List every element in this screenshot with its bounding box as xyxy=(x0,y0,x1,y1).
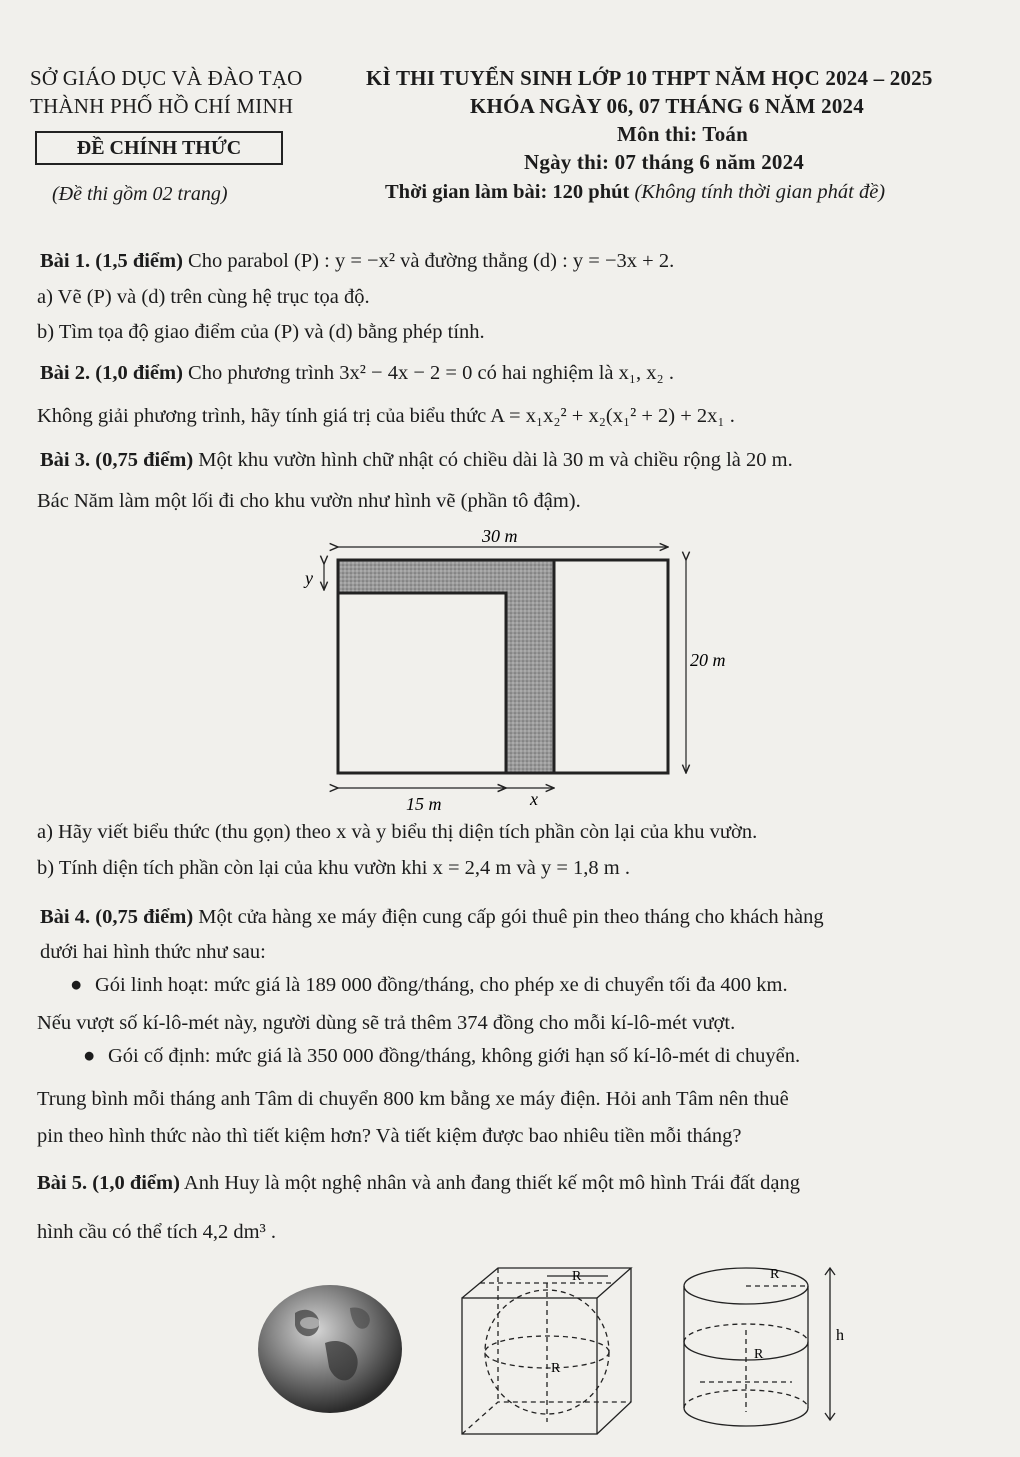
cylinder-height-label: h xyxy=(836,1327,844,1344)
x-label: x xyxy=(530,789,538,809)
official-exam-label: ĐỀ CHÍNH THỨC xyxy=(76,136,242,159)
exam-date-line: Ngày thi: 07 tháng 6 năm 2024 xyxy=(524,150,804,174)
inner-border-left xyxy=(338,593,506,773)
bai1-line xyxy=(40,250,674,273)
exam-title-2: KHÓA NGÀY 06, 07 THÁNG 6 NĂM 2024 xyxy=(470,94,864,118)
bai4-line xyxy=(40,906,824,929)
department-line-1: SỞ GIÁO DỤC VÀ ĐÀO TẠO xyxy=(30,66,303,90)
bai4-intro: Một cửa hàng xe máy điện cung cấp gói thuê pin theo tháng cho khách hàng xyxy=(198,906,824,928)
bai2-line-2: Không giải phương trình, hãy tính giá trị của biểu thức A = x₁x₂² + x₂(x₁² + 2) + 2x₁ . xyxy=(37,405,735,427)
top-length-label: 30 m xyxy=(482,526,518,546)
bai4-intro-2: dưới hai hình thức như sau: xyxy=(40,941,266,963)
time-bold: Thời gian làm bài: 120 phút xyxy=(385,181,630,203)
cylinder-radius-label-top: R xyxy=(770,1267,780,1282)
bai4-bullet-2-text: Gói cố định: mức giá là 350 000 đồng/tháng, không giới hạn số kí-lô-mét di chuyển. xyxy=(108,1045,801,1067)
bai4-line-3: Trung bình mỗi tháng anh Tâm di chuyển 800 km bằng xe máy điện. Hỏi anh Tâm nên thuê xyxy=(37,1088,789,1110)
bai1-part-a: a) Vẽ (P) và (d) trên cùng hệ trục tọa độ. xyxy=(37,286,370,308)
official-exam-box xyxy=(35,131,283,165)
bai4-bullet-1 xyxy=(70,974,788,997)
department-line-2: THÀNH PHỐ HỒ CHÍ MINH xyxy=(30,94,294,118)
cube-sphere-figure xyxy=(458,1262,638,1442)
cube-radius-label-mid: R xyxy=(551,1361,561,1376)
subject-line: Môn thi: Toán xyxy=(617,122,748,146)
right-width-label: 20 m xyxy=(690,650,726,670)
bai5-intro: Anh Huy là một nghệ nhân và anh đang thiết kế một mô hình Trái đất dạng xyxy=(183,1172,800,1194)
cylinder-sphere-figure xyxy=(680,1262,855,1442)
bottom-left-label: 15 m xyxy=(406,794,442,814)
bai2-intro: Cho phương trình 3x² − 4x − 2 = 0 có hai nghiệm là x₁, x₂ . xyxy=(188,362,674,384)
earth-model-image xyxy=(255,1283,405,1418)
bai3-part-a: a) Hãy viết biểu thức (thu gọn) theo x và y biểu thị diện tích phần còn lại của khu vườn. xyxy=(37,821,758,843)
bai4-title: Bài 4. (0,75 điểm) xyxy=(40,906,194,928)
bullet-dot-icon: ● xyxy=(70,974,83,996)
time-line xyxy=(385,181,885,204)
bai5-line xyxy=(37,1172,800,1195)
cylinder-radius-label-mid: R xyxy=(754,1347,764,1362)
bai4-bullet-1-text: Gói linh hoạt: mức giá là 189 000 đồng/tháng, cho phép xe di chuyển tối đa 400 km. xyxy=(95,974,788,996)
cylinder-bottom-front xyxy=(684,1408,808,1426)
exam-title-1: KÌ THI TUYỂN SINH LỚP 10 THPT NĂM HỌC 2024 – 2025 xyxy=(366,66,933,90)
bai3-title: Bài 3. (0,75 điểm) xyxy=(40,449,194,471)
bai1-part-b: b) Tìm tọa độ giao điểm của (P) và (d) bằng phép tính. xyxy=(37,321,485,343)
bai3-line-2: Bác Năm làm một lối đi cho khu vườn như hình vẽ (phần tô đậm). xyxy=(37,490,581,512)
bai5-title: Bài 5. (1,0 điểm) xyxy=(37,1172,180,1194)
bai3-intro: Một khu vườn hình chữ nhật có chiều dài là 30 m và chiều rộng là 20 m. xyxy=(198,449,793,471)
bai3-line xyxy=(40,449,793,472)
pages-note: (Đề thi gồm 02 trang) xyxy=(52,183,228,205)
bai2-title: Bài 2. (1,0 điểm) xyxy=(40,362,183,384)
bai4-line-after-1: Nếu vượt số kí-lô-mét này, người dùng sẽ trả thêm 374 đồng cho mỗi kí-lô-mét vượt. xyxy=(37,1012,736,1034)
bai1-intro: Cho parabol (P) : y = −x² và đường thẳng (d) : y = −3x + 2. xyxy=(188,250,675,272)
bullet-dot-icon: ● xyxy=(83,1045,96,1067)
time-note: (Không tính thời gian phát đề) xyxy=(634,181,886,203)
cube-radius-label-top: R xyxy=(572,1269,582,1284)
garden-figure xyxy=(290,520,750,820)
bai2-line xyxy=(40,362,674,385)
bai1-title: Bài 1. (1,5 điểm) xyxy=(40,250,183,272)
y-label: y xyxy=(305,568,313,588)
bai3-part-b: b) Tính diện tích phần còn lại của khu vườn khi x = 2,4 m và y = 1,8 m . xyxy=(37,857,630,879)
bai4-line-4: pin theo hình thức nào thì tiết kiệm hơn? Và tiết kiệm được bao nhiêu tiền mỗi tháng? xyxy=(37,1125,742,1147)
bai5-line-2: hình cầu có thể tích 4,2 dm³ . xyxy=(37,1221,276,1243)
bai4-bullet-2 xyxy=(83,1045,801,1068)
path-vertical xyxy=(506,560,554,773)
